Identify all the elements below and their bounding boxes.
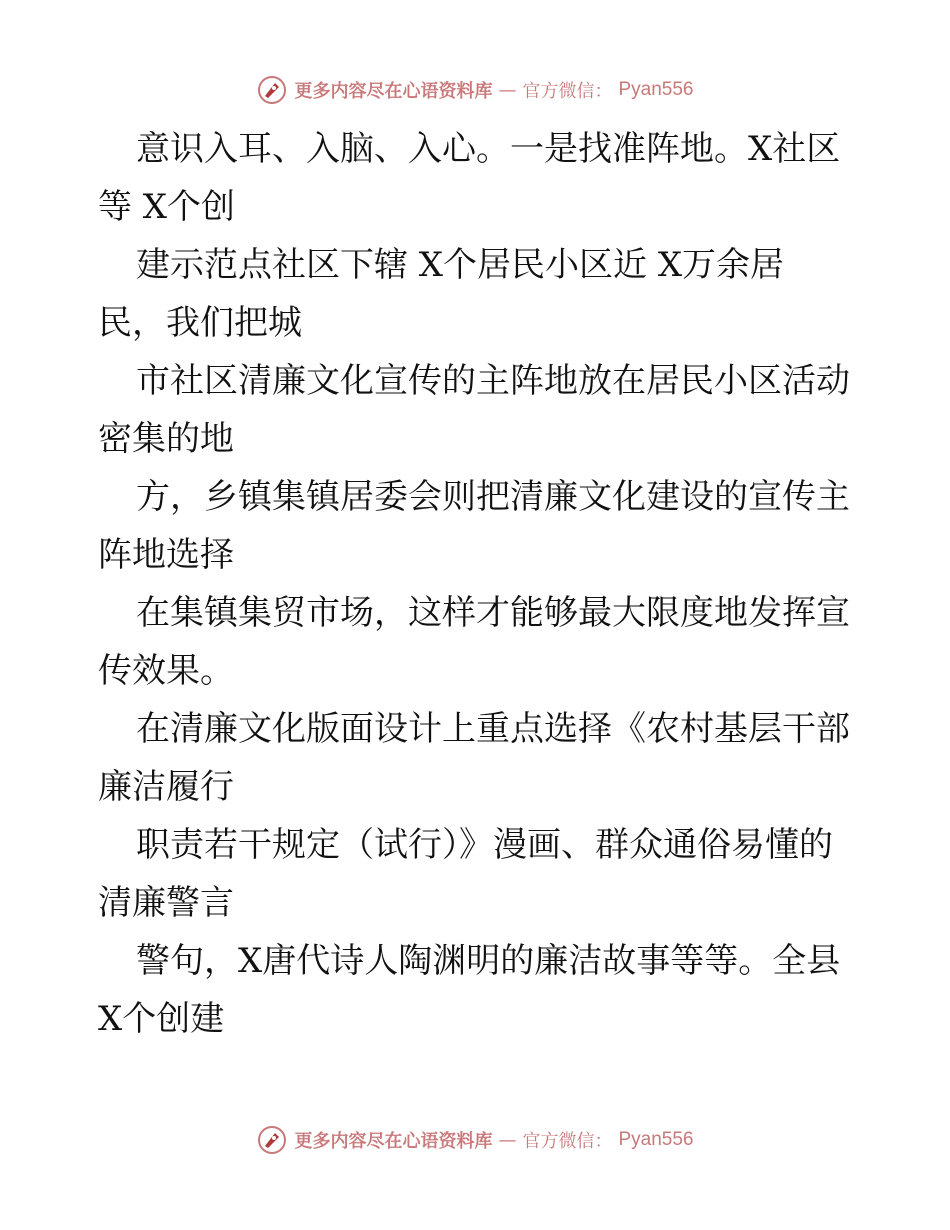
text-line: 建示范点社区下辖 X个居民小区近 X万余居 <box>136 245 785 285</box>
footer-wechat-id: Pyan556 <box>618 1129 694 1150</box>
footer-banner <box>0 1120 950 1160</box>
text-line: X个创建 <box>98 999 225 1039</box>
text-line: 在集镇集贸市场，这样才能够最大限度地发挥宣 <box>136 593 850 633</box>
text-line: 意识入耳、入脑、入心。一是找准阵地。X社区 <box>136 129 841 169</box>
header-wechat-label: 官方微信： <box>522 81 613 102</box>
document-body <box>98 120 858 1048</box>
text-line: 方，乡镇集镇居委会则把清廉文化建设的宣传主 <box>136 477 850 517</box>
header-wechat-id: Pyan556 <box>618 79 694 100</box>
header-brand: 更多内容尽在心语资料库 <box>294 81 493 102</box>
text-line: 警句，X唐代诗人陶渊明的廉洁故事等等。全县 <box>136 941 841 981</box>
text-line: 民，我们把城 <box>98 303 302 343</box>
text-line: 职责若干规定（试行）》漫画、群众通俗易懂的 <box>136 825 833 865</box>
text-line: 传效果。 <box>98 651 234 691</box>
text-line: 清廉警言 <box>98 883 234 923</box>
text-line: 市社区清廉文化宣传的主阵地放在居民小区活动 <box>136 361 850 401</box>
text-line: 阵地选择 <box>98 535 234 575</box>
pen-nib-icon <box>256 1124 288 1156</box>
header-dash: — <box>498 79 517 101</box>
footer-wechat-label: 官方微信： <box>522 1131 613 1152</box>
footer-brand: 更多内容尽在心语资料库 <box>294 1131 493 1152</box>
pen-nib-icon <box>256 74 288 106</box>
text-line: 在清廉文化版面设计上重点选择《农村基层干部 <box>136 709 850 749</box>
text-line: 等 X个创 <box>98 187 236 227</box>
header-banner <box>0 70 950 110</box>
text-line: 廉洁履行 <box>98 767 234 807</box>
text-line: 密集的地 <box>98 419 234 459</box>
footer-dash: — <box>498 1129 517 1151</box>
